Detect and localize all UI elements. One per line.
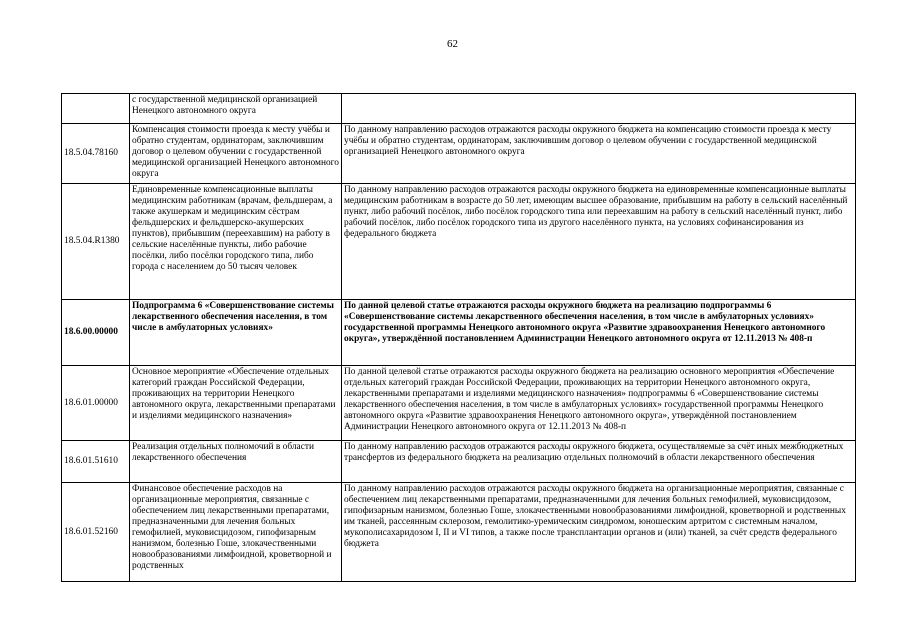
table-row (62, 184, 856, 300)
name-cell: Финансовое обеспечение расходов на организационные мероприятия, связанные с обеспечением лиц лекарственными препаратами, предназначенными для лечения больных гемофилией, муковисцидозом, гипофизарным нанизмом, болезнью Гоше, злокачественными новообразованиями лимфоидной, кроветворной и родственных (130, 483, 342, 582)
description-cell: По данному направлению расходов отражаются расходы окружного бюджета, осуществляемые за счёт иных межбюджетных трансфертов из федерального бюджета на реализацию отдельных полномочий в области лекарственного обеспечения (342, 441, 856, 483)
table-row (62, 94, 856, 124)
table-row (62, 441, 856, 483)
description-cell (342, 94, 856, 124)
code-cell: 18.6.01.52160 (62, 483, 130, 582)
name-cell: Реализация отдельных полномочий в области лекарственного обеспечения (130, 441, 342, 483)
code-cell: 18.6.01.51610 (62, 441, 130, 483)
page-number: 62 (447, 38, 458, 50)
description-cell: По данному направлению расходов отражаются расходы окружного бюджета на организационные мероприятия, связанные с обеспечением лиц лекарственными препаратами, предназначенными для лечения больных гемофилией, муковисцидозом, гипофизарным нанизмом, болезнью Гоше, злокачественными новообразованиями лимфоидной, кроветворной и родственных им тканей, рассеянным склерозом, гемолитико-уремическим синдромом, юношеским артритом с системным началом, мукополисахаридозом I, II и VI типов, а также после трансплантации органов и (или) тканей, за счёт средств федерального бюджета (342, 483, 856, 582)
description-cell: По данному направлению расходов отражаются расходы окружного бюджета на компенсацию стоимости проезда к месту учёбы и обратно студентам, ординаторам, заключившим договор о целевом обучении с государственной медицинской организацией Ненецкого автономного округа (342, 124, 856, 184)
code-cell: 18.5.04.78160 (62, 124, 130, 184)
description-cell: По данной целевой статье отражаются расходы окружного бюджета на реализацию основного мероприятия «Обеспечение отдельных категорий граждан Российской Федерации, проживающих на территории Ненецкого автономного округа, лекарственными препаратами и изделиями медицинского назначения» подпрограммы 6 «Совершенствование системы лекарственного обеспечения населения, в том числе в амбулаторных условиях» государственной программы Ненецкого автономного округа «Развитие здравоохранения Ненецкого автономного округа», утверждённой постановлением Администрации Ненецкого автономного округа от 12.11.2013 № 408-п (342, 366, 856, 441)
code-cell (62, 94, 130, 124)
description-cell: По данной целевой статье отражаются расходы окружного бюджета на реализацию подпрограммы 6 «Совершенствование системы лекарственного обеспечения населения, в том числе в амбулаторных условиях» государственной программы Ненецкого автономного округа «Развитие здравоохранения Ненецкого автономного округа», утверждённой постановлением Администрации Ненецкого автономного округа от 12.11.2013 № 408-п (342, 300, 856, 366)
code-cell: 18.5.04.R1380 (62, 184, 130, 300)
name-cell: Компенсация стоимости проезда к месту учёбы и обратно студентам, ординаторам, заключившим договор о целевом обучении с государственной медицинской организацией Ненецкого автономного округа (130, 124, 342, 184)
table-row (62, 483, 856, 582)
budget-classification-table (61, 93, 856, 582)
name-cell: Основное мероприятие «Обеспечение отдельных категорий граждан Российской Федерации, проживающих на территории Ненецкого автономного округа, лекарственными препаратами и изделиями медицинского назначения» (130, 366, 342, 441)
description-cell: По данному направлению расходов отражаются расходы окружного бюджета на единовременные компенсационные выплаты медицинским работникам в возрасте до 50 лет, имеющим высшее образование, прибывшим на работу в сельский населённый пункт, либо рабочий посёлок, либо посёлок городского типа или переехавшим на работу в сельский населённый пункт, либо рабочий посёлок, либо посёлок городского типа из другого населённого пункта, на условиях софинансирования из федерального бюджета (342, 184, 856, 300)
name-cell: Единовременные компенсационные выплаты медицинским работникам (врачам, фельдшерам, а также акушеркам и медицинским сёстрам фельдшерских и фельдшерско-акушерских пунктов), прибывшим (переехавшим) на работу в сельские населённые пункты, либо рабочие посёлки, либо посёлки городского типа, либо города с населением до 50 тысяч человек (130, 184, 342, 300)
table-row (62, 300, 856, 366)
name-cell: Подпрограмма 6 «Совершенствование системы лекарственного обеспечения населения, в том числе в амбулаторных условиях» (130, 300, 342, 366)
code-cell: 18.6.01.00000 (62, 366, 130, 441)
name-cell: с государственной медицинской организацией Ненецкого автономного округа (130, 94, 342, 124)
table-row (62, 366, 856, 441)
table-row (62, 124, 856, 184)
code-cell: 18.6.00.00000 (62, 300, 130, 366)
